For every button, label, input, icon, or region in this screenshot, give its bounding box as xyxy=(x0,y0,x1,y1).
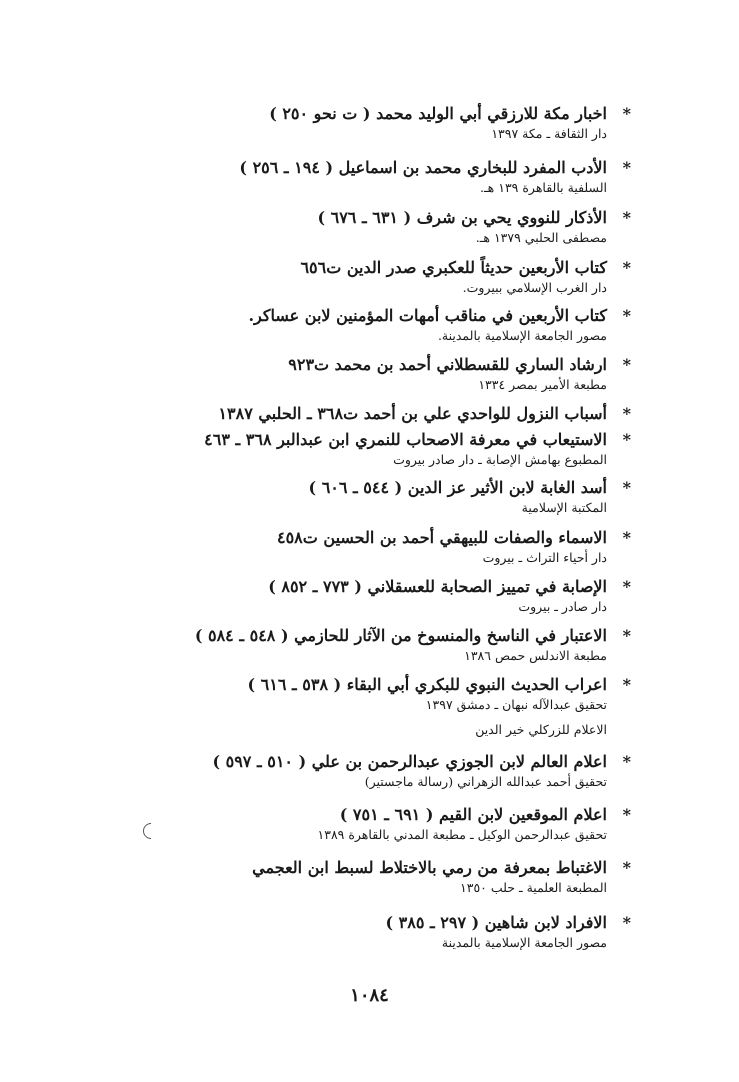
entry-publisher: تحقيق أحمد عبدالله الزهراني (رسالة ماجستير) xyxy=(364,774,607,789)
bibliography-entry xyxy=(300,258,631,295)
entry-publisher: مطبعة الاندلس حمص ١٣٨٦ xyxy=(464,648,607,663)
entry-title: أسد الغابة لابن الأثير عز الدين ( ٥٤٤ ـ ٦٠٦ ) xyxy=(308,478,607,497)
entry-publisher: دار أحياء التراث ـ بيروت xyxy=(482,550,607,565)
entry-title: الأدب المفرد للبخاري محمد بن اسماعيل ( ١٩٤ ـ ٢٥٦ ) xyxy=(239,158,607,177)
bullet-star: * xyxy=(622,158,631,177)
entry-title: أسباب النزول للواحدي علي بن أحمد ت٣٦٨ ـ الحلبي ١٣٨٧ xyxy=(218,404,607,423)
bullet-star: * xyxy=(622,913,631,932)
entry-publisher: تحقيق عبدالرحمن الوكيل ـ مطبعة المدني بالقاهرة ١٣٨٩ xyxy=(317,827,607,842)
bullet-star: * xyxy=(622,208,631,227)
bibliography-entry xyxy=(317,208,631,245)
bullet-star: * xyxy=(622,752,631,771)
bullet-star: * xyxy=(622,258,631,277)
margin-mark xyxy=(140,820,163,843)
bibliography-entry xyxy=(212,752,631,789)
page-number: ١٠٨٤ xyxy=(350,985,389,1006)
entry-title: اعلام العالم لابن الجوزي عبدالرحمن بن علي ( ٥١٠ ـ ٥٩٧ ) xyxy=(212,752,607,771)
bullet-star: * xyxy=(622,805,631,824)
bibliography-entry xyxy=(248,675,631,737)
bibliography-entry xyxy=(204,430,631,467)
entry-publisher: المكتبة الإسلامية xyxy=(521,500,607,515)
bullet-star: * xyxy=(622,626,631,645)
bibliography-entry xyxy=(288,355,631,392)
entry-publisher: السلفية بالقاهرة ١٣٩ هـ. xyxy=(480,180,607,195)
entry-publisher: المطبوع بهامش الإصابة ـ دار صادر بيروت xyxy=(393,452,607,467)
bibliography-entry xyxy=(195,626,631,663)
bullet-star: * xyxy=(622,306,631,325)
entry-publisher: مصور الجامعة الإسلامية بالمدينة xyxy=(441,935,607,950)
entry-publisher: تحقيق عبدالآله نبهان ـ دمشق ١٣٩٧ xyxy=(425,697,607,712)
bullet-star: * xyxy=(622,577,631,596)
bibliography-entry xyxy=(386,913,631,950)
entry-publisher: مصطفى الحلبي ١٣٧٩ هـ. xyxy=(475,230,607,245)
entry-title: اعراب الحديث النبوي للبكري أبي البقاء ( ٥٣٨ ـ ٦١٦ ) xyxy=(247,675,607,694)
bullet-star: * xyxy=(622,858,631,877)
entry-title: الإصابة في تمييز الصحابة للعسقلاني ( ٧٧٣ ـ ٨٥٢ ) xyxy=(268,577,607,596)
entry-publisher: دار صادر ـ بيروت xyxy=(518,599,607,614)
entry-title: الاغتباط بمعرفة من رمي بالاختلاط لسبط ابن العجمي xyxy=(252,858,607,877)
bibliography-entry xyxy=(277,528,631,565)
bullet-star: * xyxy=(622,478,631,497)
bullet-star: * xyxy=(622,104,631,123)
entry-publisher: مصور الجامعة الإسلامية بالمدينة. xyxy=(437,328,607,343)
entry-title: الاسماء والصفات للبيهقي أحمد بن الحسين ت٤٥٨ xyxy=(276,528,607,547)
entry-title: الأذكار للنووي يحي بن شرف ( ٦٣١ ـ ٦٧٦ ) xyxy=(317,208,607,227)
entry-publisher: دار الثقافة ـ مكة ١٣٩٧ xyxy=(491,126,607,141)
entry-title: الاستيعاب في معرفة الاصحاب للنمري ابن عبدالبر ٣٦٨ ـ ٤٦٣ xyxy=(204,430,607,449)
bibliography-entry xyxy=(309,478,631,515)
bullet-star: * xyxy=(622,675,631,694)
entry-title: الافراد لابن شاهين ( ٢٩٧ ـ ٣٨٥ ) xyxy=(385,913,607,932)
entry-title: اعلام الموقعين لابن القيم ( ٦٩١ ـ ٧٥١ ) xyxy=(339,805,607,824)
bullet-star: * xyxy=(622,430,631,449)
entry-publisher: المطبعة العلمية ـ حلب ١٣٥٠ xyxy=(460,880,607,895)
bullet-star: * xyxy=(622,528,631,547)
bullet-star: * xyxy=(622,404,631,423)
bibliography-entry xyxy=(239,158,631,195)
entry-title: الاعتبار في الناسخ والمنسوخ من الآثار للحازمي ( ٥٤٨ ـ ٥٨٤ ) xyxy=(194,626,607,645)
bibliography-entry xyxy=(248,306,631,343)
bibliography-entry xyxy=(269,104,631,141)
bullet-star: * xyxy=(622,355,631,374)
entry-title: اخبار مكة للارزقي أبي الوليد محمد ( ت نحو ٢٥٠ ) xyxy=(269,104,607,123)
entry-title: كتاب الأربعين في مناقب أمهات المؤمنين لابن عساكر. xyxy=(248,306,607,325)
entry-title: كتاب الأربعين حديثاً للعكبري صدر الدين ت٦٥٦ xyxy=(300,258,607,277)
entry-reference: الاعلام للزركلي خير الدين xyxy=(475,722,607,737)
bibliography-entry xyxy=(252,858,631,895)
bibliography-entry xyxy=(218,404,631,423)
entry-title: ارشاد الساري للقسطلاني أحمد بن محمد ت٩٢٣ xyxy=(288,355,607,374)
bibliography-entry xyxy=(268,577,631,614)
entry-publisher: دار الغرب الإسلامي ببيروت. xyxy=(462,280,607,295)
bibliography-entry xyxy=(318,805,631,842)
entry-publisher: مطبعة الأمير بمصر ١٣٣٤ xyxy=(478,377,607,392)
